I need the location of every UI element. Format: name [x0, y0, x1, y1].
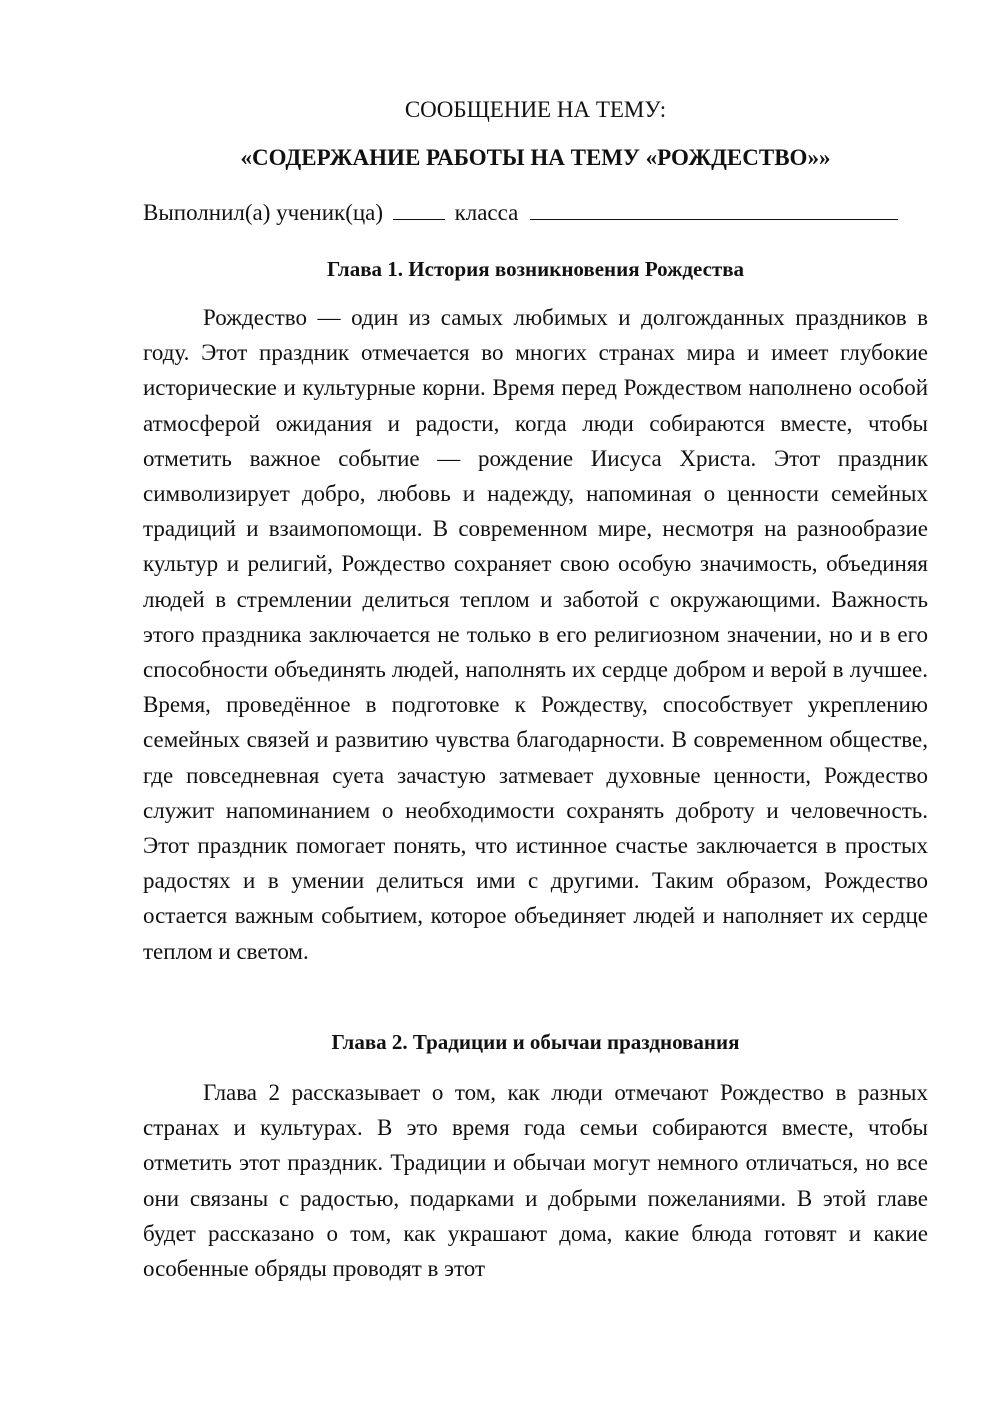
student-info-line: [143, 199, 928, 227]
class-blank: [393, 199, 445, 220]
chapter-1-heading: Глава 1. История возникновения Рождества: [326, 257, 745, 281]
document-title-line2: «СОДЕРЖАНИЕ РАБОТЫ НА ТЕМУ «РОЖДЕСТВО»»: [240, 145, 831, 170]
class-label: класса: [454, 200, 519, 225]
chapter-1-text: Рождество — один из самых любимых и долгожданных праздников в году. Этот праздник отмечается во многих странах мира и имеет глубокие исторические и культурные корни. Время перед Рождеством наполнено особой атмосферой ожидания и радости, когда люди собираются вместе, чтобы отметить важное событие — рождение Иисуса Христа. Этот праздник символизирует добро, любовь и надежду, напоминая о ценности семейных традиций и взаимопомощи. В современном мире, несмотря на разнообразие культур и религий, Рождество сохраняет свою особую значимость, объединяя людей в стремлении делиться теплом и заботой с окружающими. Важность этого праздника заключается не только в его религиозном значении, но и в его способности объединять людей, наполнять их сердце добром и верой в лучшее. Время, проведённое в подготовке к Рождеству, способствует укреплению семейных связей и развитию чувства благодарности. В современном обществе, где повседневная суета зачастую затмевает духовные ценности, Рождество служит напоминанием о необходимости сохранять доброту и человечность. Этот праздник помогает понять, что истинное счастье заключается в простых радостях и в умении делиться ими с другими. Таким образом, Рождество остается важным событием, которое объединяет людей и наполняет их сердце теплом и светом.: [143, 305, 928, 964]
document-title-line1: СООБЩЕНИЕ НА ТЕМУ:: [404, 97, 667, 122]
student-prefix: Выполнил(а) ученик(ца): [143, 200, 384, 225]
chapter-2-heading: Глава 2. Традиции и обычаи празднования: [331, 1030, 740, 1054]
chapter-2-text: Глава 2 рассказывает о том, как люди отмечают Рождество в разных странах и культурах. В это время года семьи собираются вместе, чтобы отметить этот праздник. Традиции и обычаи могут немного отличаться, но все они связаны с радостью, подарками и добрыми пожеланиями. В этой главе будет рассказано о том, как украшают дома, какие блюда готовят и какие особенные обряды проводят в этот: [143, 1080, 928, 1282]
name-blank: [530, 199, 898, 220]
